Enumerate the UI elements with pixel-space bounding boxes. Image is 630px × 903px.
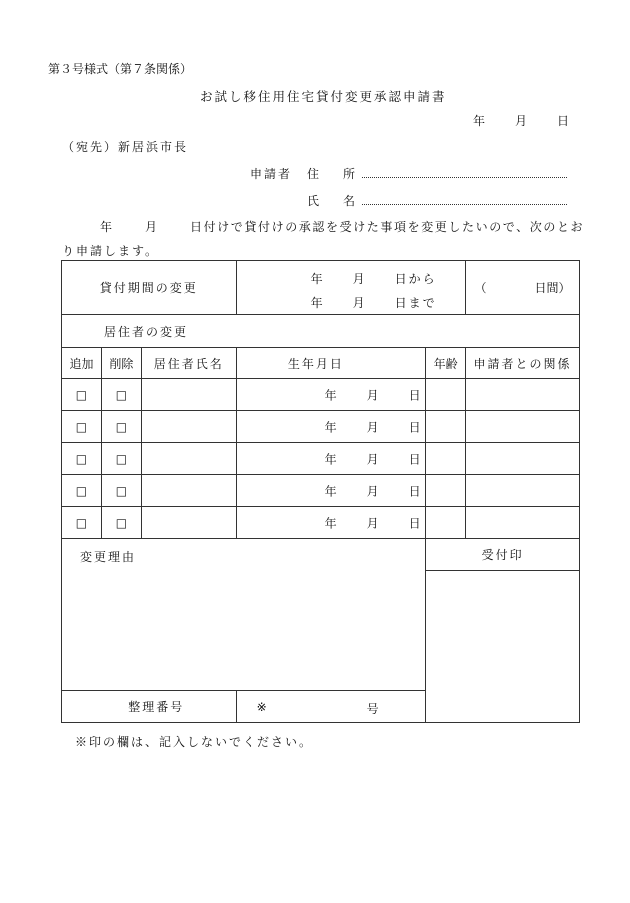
- date-day: 日: [557, 114, 570, 128]
- addressee: （宛先）新居浜市長: [62, 140, 189, 154]
- birth-month: 月: [366, 484, 379, 498]
- application-table: [61, 260, 580, 723]
- birth-month: 月: [366, 516, 379, 530]
- from-day: 日から: [394, 272, 437, 286]
- change-reason-area[interactable]: [62, 539, 426, 691]
- resident-name-cell[interactable]: [141, 379, 236, 411]
- birth-year: 年: [324, 452, 337, 466]
- age-cell[interactable]: [426, 379, 466, 411]
- birth-year: 年: [324, 516, 337, 530]
- change-reason-label: 変更理由: [80, 550, 137, 564]
- document-title: お試し移住用住宅貸付変更承認申請書: [200, 89, 447, 104]
- header-birthdate: 生年月日: [236, 348, 426, 379]
- name-label: 氏 名: [307, 194, 356, 208]
- date-year: 年: [473, 114, 486, 128]
- reception-stamp-label: 受付印: [426, 539, 580, 571]
- header-relation: 申請者との関係: [466, 348, 580, 379]
- relation-cell[interactable]: [466, 507, 580, 539]
- relation-cell[interactable]: [466, 379, 580, 411]
- header-add: 追加: [62, 348, 102, 379]
- header-resident-name: 居住者氏名: [141, 348, 236, 379]
- birth-year: 年: [324, 484, 337, 498]
- from-year: 年: [310, 272, 323, 286]
- birth-year: 年: [324, 420, 337, 434]
- add-checkbox[interactable]: □: [62, 443, 102, 475]
- to-month: 月: [352, 296, 365, 310]
- reception-stamp-area: [426, 571, 580, 723]
- birthdate-cell[interactable]: [236, 507, 426, 539]
- address-label: 住 所: [307, 167, 356, 181]
- body-rest: 日付けで貸付けの承認を受けた事項を変更したいので、次のとお: [190, 220, 585, 234]
- birth-day: 日: [408, 388, 421, 402]
- table-row: [62, 411, 580, 443]
- body-text-line2: り申請します。: [62, 244, 160, 258]
- loan-period-label: 貸付期間の変更: [62, 261, 237, 315]
- body-year: 年: [100, 220, 113, 234]
- loan-period-days[interactable]: （ 日間）: [466, 261, 580, 315]
- delete-checkbox[interactable]: □: [101, 443, 141, 475]
- birth-day: 日: [408, 484, 421, 498]
- table-row: [62, 379, 580, 411]
- birth-day: 日: [408, 452, 421, 466]
- birth-month: 月: [366, 452, 379, 466]
- birth-month: 月: [366, 420, 379, 434]
- birth-year: 年: [324, 388, 337, 402]
- birthdate-cell[interactable]: [236, 475, 426, 507]
- delete-checkbox[interactable]: □: [101, 411, 141, 443]
- relation-cell[interactable]: [466, 411, 580, 443]
- birthdate-cell[interactable]: [236, 411, 426, 443]
- loan-period-dates[interactable]: [236, 261, 466, 315]
- relation-cell[interactable]: [466, 443, 580, 475]
- table-row: [62, 507, 580, 539]
- age-cell[interactable]: [426, 411, 466, 443]
- body-month: 月: [145, 220, 158, 234]
- age-cell[interactable]: [426, 507, 466, 539]
- relation-cell[interactable]: [466, 475, 580, 507]
- age-cell[interactable]: [426, 475, 466, 507]
- add-checkbox[interactable]: □: [62, 507, 102, 539]
- delete-checkbox[interactable]: □: [101, 475, 141, 507]
- add-checkbox[interactable]: □: [62, 411, 102, 443]
- ref-number-suffix: 号: [366, 702, 379, 716]
- birthdate-cell[interactable]: [236, 379, 426, 411]
- name-field[interactable]: [362, 192, 567, 205]
- header-delete: 削除: [101, 348, 141, 379]
- birthdate-cell[interactable]: [236, 443, 426, 475]
- birth-day: 日: [408, 516, 421, 530]
- resident-name-cell[interactable]: [141, 411, 236, 443]
- footnote: ※印の欄は、記入しないでください。: [75, 735, 314, 749]
- add-checkbox[interactable]: □: [62, 379, 102, 411]
- table-row: [62, 475, 580, 507]
- add-checkbox[interactable]: □: [62, 475, 102, 507]
- resident-change-label: 居住者の変更: [62, 315, 580, 348]
- ref-number-cell: [236, 691, 426, 723]
- from-month: 月: [352, 272, 365, 286]
- header-age: 年齢: [426, 348, 466, 379]
- birth-day: 日: [408, 420, 421, 434]
- to-day: 日まで: [394, 296, 437, 310]
- ref-number-label: 整理番号: [62, 691, 237, 723]
- delete-checkbox[interactable]: □: [101, 379, 141, 411]
- ref-number-prefix: ※: [256, 700, 267, 714]
- date-month: 月: [515, 114, 528, 128]
- address-field[interactable]: [362, 165, 567, 178]
- age-cell[interactable]: [426, 443, 466, 475]
- resident-name-cell[interactable]: [141, 507, 236, 539]
- delete-checkbox[interactable]: □: [101, 507, 141, 539]
- to-year: 年: [310, 296, 323, 310]
- table-row: [62, 443, 580, 475]
- birth-month: 月: [366, 388, 379, 402]
- resident-name-cell[interactable]: [141, 475, 236, 507]
- applicant-label: 申請者: [250, 167, 293, 181]
- resident-name-cell[interactable]: [141, 443, 236, 475]
- form-number: 第３号様式（第７条関係）: [48, 62, 193, 76]
